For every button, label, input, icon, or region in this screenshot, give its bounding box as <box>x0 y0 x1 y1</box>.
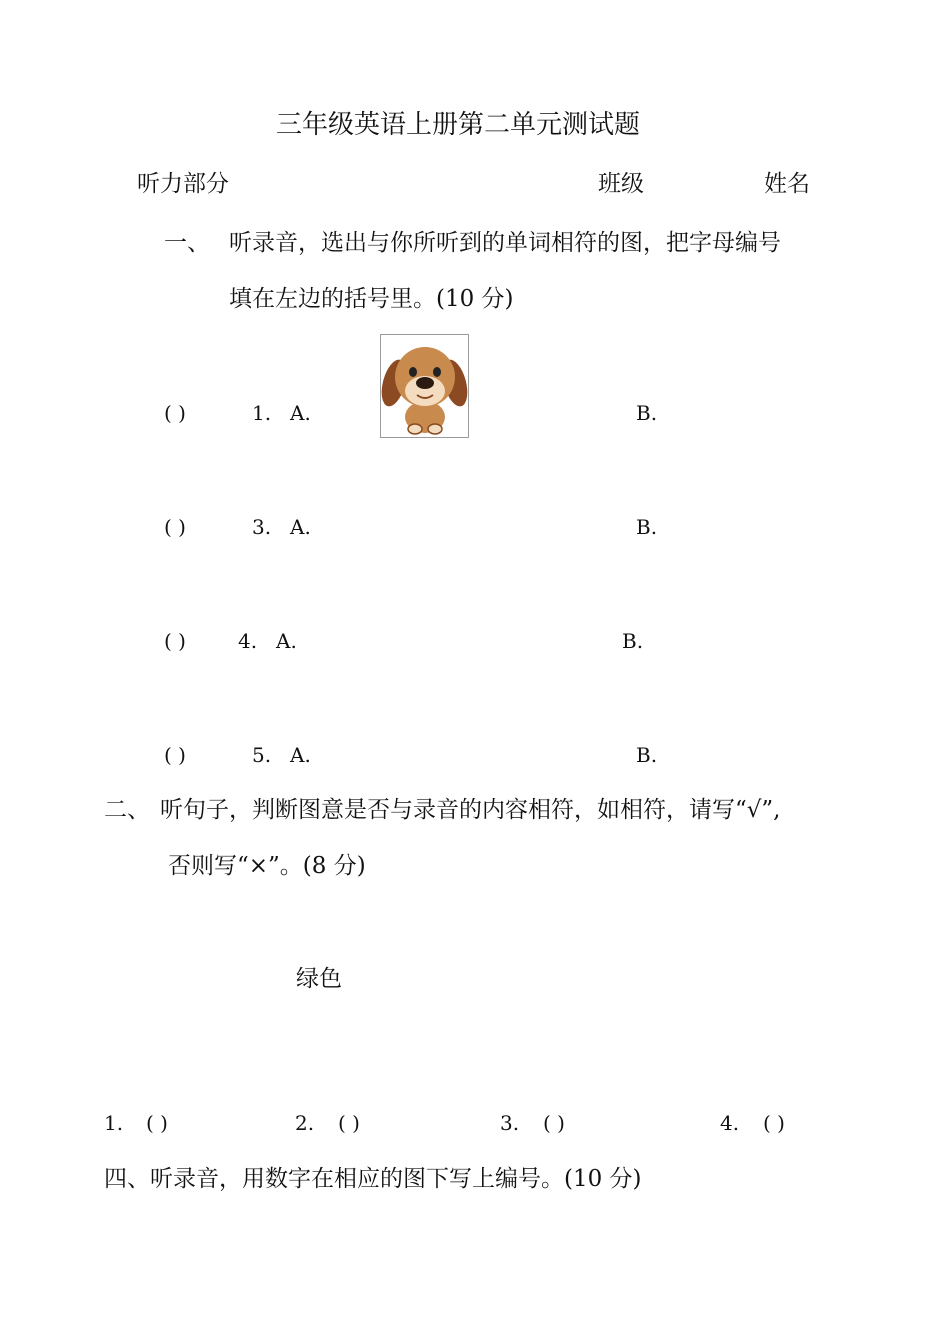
q1-number: 1. <box>252 401 272 425</box>
name-label: 姓名 <box>764 171 810 197</box>
part1-instruction-line1: 听录音，选出与你所听到的单词相符的图，把字母编号 <box>229 230 781 256</box>
part1-number: 一、 <box>164 230 210 256</box>
q3-bracket[interactable]: ( ) <box>164 515 186 539</box>
part1-instruction-line2: 填在左边的括号里。(10 分) <box>229 286 514 312</box>
q3-option-a: A. <box>290 515 311 539</box>
q4-number: 4. <box>238 629 258 653</box>
part2-instruction-line2: 否则写“×”。(8 分) <box>168 853 366 879</box>
answer3-number: 3. <box>500 1111 520 1135</box>
q4-bracket[interactable]: ( ) <box>164 629 186 653</box>
q3-number: 3. <box>252 515 272 539</box>
answer4-number: 4. <box>720 1111 740 1135</box>
answer3-bracket[interactable]: ( ) <box>543 1111 565 1135</box>
q5-option-b: B. <box>636 743 658 767</box>
dog-icon <box>381 335 468 437</box>
q4-option-a: A. <box>276 629 297 653</box>
color-label-green: 绿色 <box>296 966 342 992</box>
answer1-bracket[interactable]: ( ) <box>146 1111 168 1135</box>
q5-bracket[interactable]: ( ) <box>164 743 186 767</box>
page-title: 三年级英语上册第二单元测试题 <box>275 110 640 140</box>
q4-option-b: B. <box>622 629 644 653</box>
q5-number: 5. <box>252 743 272 767</box>
dog-picture <box>380 334 469 438</box>
part2-number: 二、 <box>104 797 150 823</box>
answer1-number: 1. <box>104 1111 124 1135</box>
answer2-number: 2. <box>295 1111 315 1135</box>
q5-option-a: A. <box>290 743 311 767</box>
class-label: 班级 <box>598 171 644 197</box>
answer2-bracket[interactable]: ( ) <box>338 1111 360 1135</box>
part2-instruction-line1: 听句子，判断图意是否与录音的内容相符，如相符，请写“√”, <box>160 797 781 823</box>
answer4-bracket[interactable]: ( ) <box>763 1111 785 1135</box>
q1-option-a: A. <box>290 401 311 425</box>
part4-instruction: 四、听录音，用数字在相应的图下写上编号。(10 分) <box>104 1166 642 1192</box>
q1-bracket[interactable]: ( ) <box>164 401 186 425</box>
q1-option-b: B. <box>636 401 658 425</box>
q3-option-b: B. <box>636 515 658 539</box>
section-label: 听力部分 <box>137 171 229 197</box>
